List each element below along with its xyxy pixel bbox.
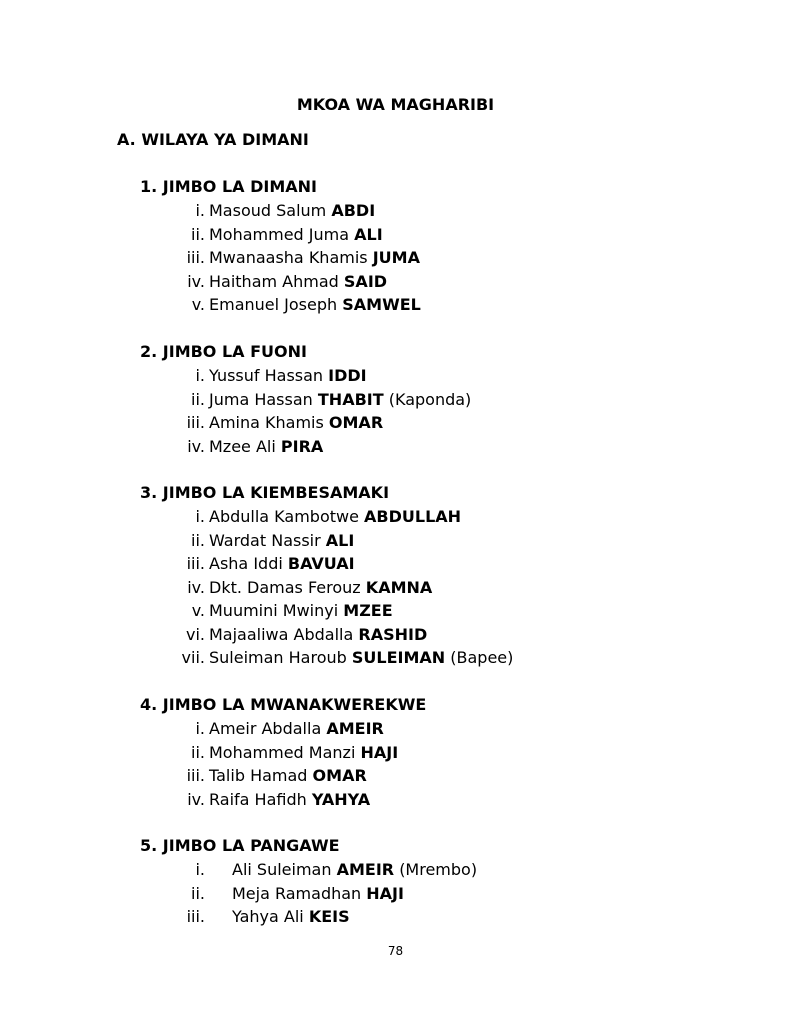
list-numeral: ii.	[191, 883, 205, 903]
constituency-heading: 2. JIMBO LA FUONI	[140, 342, 307, 361]
member-surname: ALI	[325, 530, 355, 550]
list-numeral: vii.	[181, 648, 205, 667]
list-numeral: iii.	[186, 907, 205, 926]
member-given-names: Haitham Ahmad	[209, 271, 339, 291]
list-numeral: i.	[195, 719, 205, 738]
list-numeral: vi.	[186, 624, 205, 644]
member-list-item	[0, 224, 791, 247]
member-surname: SULEIMAN	[351, 648, 446, 667]
member-list-item	[0, 600, 791, 623]
member-name	[209, 271, 387, 293]
member-list-item	[0, 200, 791, 223]
member-given-names: Mohammed Juma	[209, 224, 350, 244]
member-name	[209, 789, 370, 811]
constituency-heading: 1. JIMBO LA DIMANI	[140, 177, 318, 196]
member-list-item	[0, 294, 791, 317]
member-nickname: (Mrembo)	[399, 860, 478, 879]
member-name	[209, 742, 398, 764]
member-surname: IDDI	[328, 366, 367, 385]
member-given-names: Emanuel Joseph	[209, 295, 338, 314]
member-list-item	[0, 718, 791, 741]
member-name	[209, 247, 420, 269]
member-list-item	[0, 530, 791, 553]
constituency-heading: 3. JIMBO LA KIEMBESAMAKI	[140, 483, 390, 502]
member-given-names: Wardat Nassir	[209, 530, 321, 550]
member-list-item	[0, 247, 791, 270]
member-given-names: Suleiman Haroub	[209, 648, 347, 667]
member-list-item	[0, 436, 791, 459]
list-numeral: i.	[195, 366, 205, 385]
member-name	[209, 647, 513, 669]
constituency-heading: 5. JIMBO LA PANGAWE	[140, 836, 340, 855]
member-surname: MZEE	[343, 601, 393, 620]
member-surname: ABDULLAH	[364, 507, 462, 526]
member-surname: KEIS	[308, 907, 350, 926]
list-numeral: iii.	[186, 248, 205, 267]
member-list-item	[0, 577, 791, 600]
member-surname: SAID	[343, 271, 388, 291]
member-surname: OMAR	[312, 766, 367, 785]
list-numeral: i.	[195, 860, 205, 879]
district-heading: A. WILAYA YA DIMANI	[117, 130, 309, 149]
member-list-item	[0, 271, 791, 294]
list-numeral: ii.	[191, 530, 205, 550]
member-given-names: Abdulla Kambotwe	[209, 507, 359, 526]
list-numeral: iii.	[186, 554, 205, 573]
list-numeral: iv.	[187, 577, 205, 597]
member-surname: AMEIR	[336, 860, 395, 879]
member-surname: RASHID	[358, 624, 428, 644]
member-given-names: Talib Hamad	[209, 766, 308, 785]
member-name	[209, 718, 384, 740]
member-name	[209, 765, 367, 787]
member-surname: THABIT	[317, 389, 384, 409]
list-numeral: iv.	[187, 271, 205, 291]
member-list-item	[0, 647, 791, 670]
member-list-item	[0, 389, 791, 412]
member-name	[209, 365, 367, 387]
member-name	[209, 577, 432, 599]
member-name	[232, 859, 477, 881]
member-list-item	[0, 506, 791, 529]
list-numeral: ii.	[191, 742, 205, 762]
member-name	[232, 906, 350, 928]
member-list-item	[0, 742, 791, 765]
list-numeral: i.	[195, 507, 205, 526]
member-name	[209, 530, 354, 552]
list-numeral: iv.	[187, 789, 205, 809]
list-numeral: ii.	[191, 389, 205, 409]
member-given-names: Meja Ramadhan	[232, 883, 362, 903]
member-name	[209, 436, 323, 458]
member-name	[209, 200, 375, 222]
member-name	[209, 553, 355, 575]
page-title: MKOA WA MAGHARIBI	[296, 95, 495, 114]
list-numeral: v.	[191, 601, 205, 620]
member-surname: BAVUAI	[287, 554, 355, 573]
list-numeral: iii.	[186, 766, 205, 785]
member-name	[209, 506, 461, 528]
member-name	[232, 883, 404, 905]
member-given-names: Yahya Ali	[232, 907, 304, 926]
member-list-item	[0, 765, 791, 788]
member-surname: AMEIR	[326, 719, 384, 738]
member-given-names: Juma Hassan	[209, 389, 313, 409]
member-given-names: Dkt. Damas Ferouz	[209, 577, 361, 597]
member-name	[209, 600, 393, 622]
member-list-item	[0, 789, 791, 812]
member-surname: ABDI	[331, 201, 376, 220]
member-given-names: Raifa Hafidh	[209, 789, 307, 809]
member-surname: HAJI	[366, 883, 404, 903]
member-list-item	[0, 365, 791, 388]
member-given-names: Ameir Abdalla	[209, 719, 322, 738]
member-surname: SAMWEL	[342, 295, 421, 314]
member-surname: HAJI	[360, 742, 399, 762]
member-list-item	[0, 412, 791, 435]
member-given-names: Mwanaasha Khamis	[209, 248, 368, 267]
member-name	[209, 224, 383, 246]
member-list-item	[0, 883, 791, 906]
list-numeral: v.	[191, 295, 205, 314]
list-numeral: i.	[195, 201, 205, 220]
member-nickname: (Bapee)	[450, 648, 514, 667]
member-surname: KAMNA	[365, 577, 433, 597]
member-given-names: Mohammed Manzi	[209, 742, 356, 762]
member-list-item	[0, 624, 791, 647]
member-surname: OMAR	[328, 413, 384, 432]
member-surname: PIRA	[280, 436, 324, 456]
member-list-item	[0, 906, 791, 929]
member-given-names: Ali Suleiman	[232, 860, 332, 879]
member-given-names: Asha Iddi	[209, 554, 283, 573]
member-given-names: Amina Khamis	[209, 413, 324, 432]
member-given-names: Muumini Mwinyi	[209, 601, 339, 620]
member-given-names: Majaaliwa Abdalla	[209, 624, 354, 644]
member-nickname: (Kaponda)	[388, 389, 472, 409]
list-numeral: iii.	[186, 413, 205, 432]
constituency-heading: 4. JIMBO LA MWANAKWEREKWE	[140, 695, 427, 714]
member-surname: JUMA	[372, 248, 420, 267]
member-name	[209, 624, 427, 646]
member-list-item	[0, 553, 791, 576]
member-given-names: Masoud Salum	[209, 201, 327, 220]
member-name	[209, 412, 383, 434]
member-list-item	[0, 859, 791, 882]
member-surname: YAHYA	[311, 789, 371, 809]
member-given-names: Yussuf Hassan	[209, 366, 324, 385]
member-name	[209, 389, 471, 411]
member-given-names: Mzee Ali	[209, 436, 276, 456]
page-number: 78	[387, 944, 404, 958]
list-numeral: iv.	[187, 436, 205, 456]
member-name	[209, 294, 421, 316]
list-numeral: ii.	[191, 224, 205, 244]
member-surname: ALI	[354, 224, 383, 244]
